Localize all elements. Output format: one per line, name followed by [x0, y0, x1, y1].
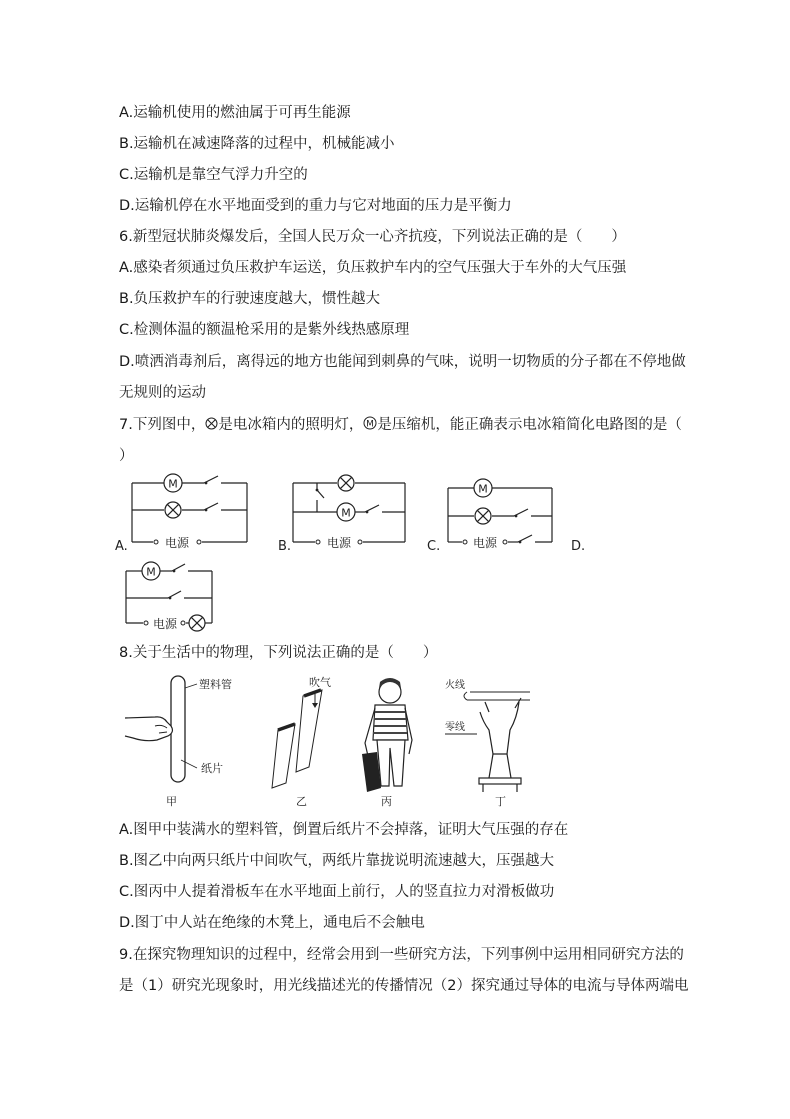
q8-option-a: A.图甲中装满水的塑料管，倒置后纸片不会掉落，证明大气压强的存在 [119, 822, 569, 838]
q5-option-d: D.运输机停在水平地面受到的重力与它对地面的压力是平衡力 [119, 198, 512, 214]
q7-option-a-label: A. [115, 539, 128, 554]
caption-jia: 甲 [166, 795, 177, 808]
q8-stem: 8.关于生活中的物理，下列说法正确的是（ ） [119, 645, 438, 661]
circuit-c-lamp [475, 508, 491, 524]
circuit-b-lamp [338, 475, 354, 491]
figure-bing [362, 678, 412, 808]
figure-jia [125, 676, 232, 808]
q8-option-c: C.图丙中人提着滑板车在水平地面上前行，人的竖直拉力对滑板做功 [119, 884, 555, 900]
lamp-symbol-icon [205, 417, 218, 430]
label-card: 纸片 [201, 762, 223, 775]
svg-text:M: M [478, 482, 488, 496]
circuit-b-motor [337, 503, 355, 521]
q7-circuit-diagrams [115, 470, 775, 640]
terminal [154, 540, 158, 544]
svg-text:M: M [341, 506, 351, 520]
circuit-c-motor [474, 479, 492, 497]
q8-figures [115, 668, 545, 814]
q9-stem-line2: 是（1）研究光现象时，用光线描述光的传播情况（2）探究通过导体的电流与导体两端电 [119, 978, 689, 994]
circuit-b-power-label: 电源 [326, 536, 352, 550]
circuit-a-power-label: 电源 [164, 536, 190, 550]
motor-symbol-icon [363, 416, 377, 430]
q7-option-b-label: B. [278, 539, 292, 554]
q7-stem-line2: ） [119, 448, 134, 464]
circuit-a-motor [164, 474, 182, 492]
figure-yi [272, 675, 331, 808]
q7-option-c-label: C. [427, 539, 441, 554]
circuit-c-power-label: 电源 [472, 536, 498, 550]
svg-text:M: M [366, 419, 375, 430]
q6-stem: 6.新型冠状肺炎爆发后，全国人民万众一心齐抗疫，下列说法正确的是（ ） [119, 229, 626, 245]
q5-option-c: C.运输机是靠空气浮力升空的 [119, 167, 308, 183]
motor-label: M [168, 477, 178, 491]
q9-stem-line1: 9.在探究物理知识的过程中，经常会用到一些研究方法，下列事例中运用相同研究方法的 [119, 947, 684, 963]
q7-stem-part2: 是电冰箱内的照明灯， [218, 417, 364, 433]
q6-option-d-cont: 无规则的运动 [119, 385, 206, 401]
caption-yi: 乙 [296, 795, 307, 808]
caption-ding: 丁 [495, 795, 506, 808]
figure-ding [445, 678, 530, 808]
label-tube: 塑料管 [199, 678, 232, 691]
q5-option-b: B.运输机在减速降落的过程中，机械能减小 [119, 136, 395, 152]
circuit-d-lamp [189, 615, 205, 631]
q7-stem-part1: 7.下列图中， [119, 417, 206, 433]
circuit-d [126, 564, 212, 623]
label-blow: 吹气 [309, 676, 331, 689]
circuit-a [132, 476, 247, 542]
q6-option-b: B.负压救护车的行驶速度越大，惯性越大 [119, 291, 381, 307]
q7-stem [119, 415, 682, 435]
circuit-d-power-label: 电源 [152, 617, 178, 631]
q7-stem-part3: 是压缩机，能正确表示电冰箱简化电路图的是（ [377, 417, 682, 433]
q6-option-a: A.感染者须通过负压救护车运送，负压救护车内的空气压强大于车外的大气压强 [119, 260, 627, 276]
svg-text:M: M [146, 565, 156, 579]
circuit-d-motor [142, 562, 160, 580]
caption-bing: 丙 [381, 795, 392, 808]
q6-option-c: C.检测体温的额温枪采用的是紫外线热感原理 [119, 322, 410, 338]
q8-option-b: B.图乙中向两只纸片中间吹气，两纸片靠拢说明流速越大，压强越大 [119, 853, 555, 869]
q5-option-a: A.运输机使用的燃油属于可再生能源 [119, 105, 351, 121]
q7-option-d-label: D. [571, 539, 586, 554]
label-live: 火线 [445, 680, 465, 691]
label-neutral: 零线 [445, 722, 465, 733]
q6-option-d: D.喷洒消毒剂后，离得远的地方也能闻到刺鼻的气味，说明一切物质的分子都在不停地做 [119, 354, 686, 370]
terminal [197, 540, 201, 544]
circuit-c [448, 488, 552, 542]
circuit-a-lamp [165, 502, 181, 518]
q8-option-d: D.图丁中人站在绝缘的木凳上，通电后不会触电 [119, 915, 425, 931]
